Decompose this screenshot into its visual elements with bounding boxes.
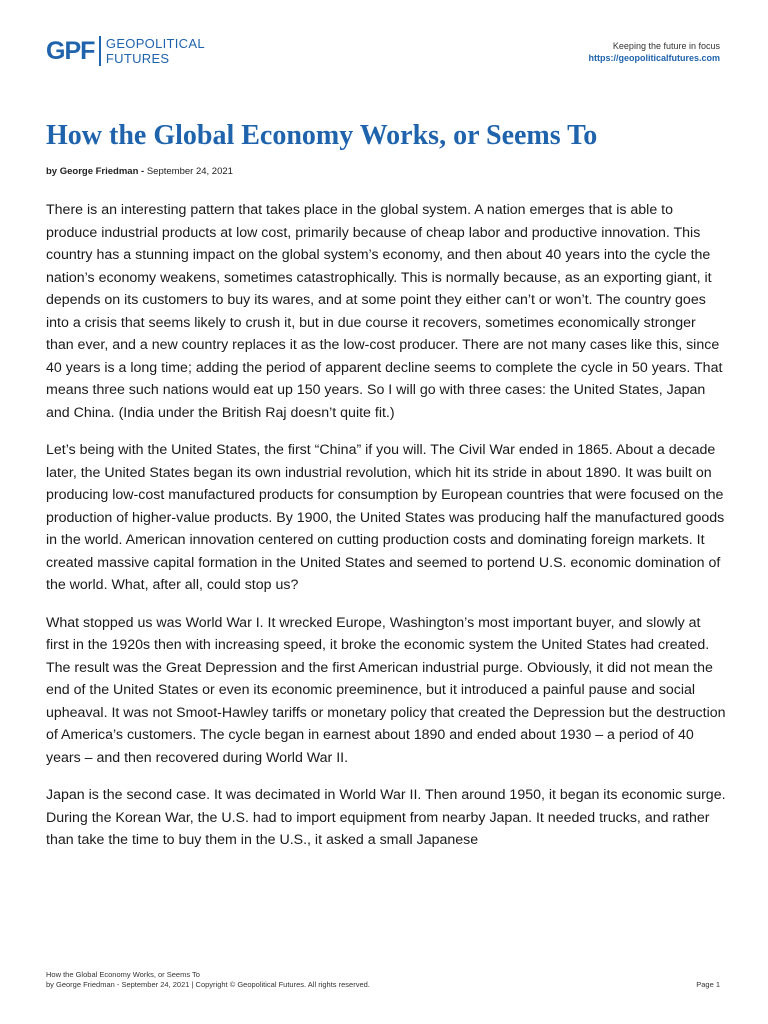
paragraph: There is an interesting pattern that takes place in the global system. A nation emerges that is able to produce industrial products at low cost, primarily because of cheap labor and productive innovation. This country has a stunning impact on the global system’s economy, and then about 40 years into the cycle the nation’s economy weakens, sometimes catastrophically. This is normally because, as an exporting giant, it depends on its customers to buy its wares, and at some point they either can’t or won’t. The country goes into a crisis that seems likely to crush it, but in due course it recovers, sometimes economically stronger than ever, and a new country replaces it as the low-cost producer. There are not many cases like this, since 40 years is a long time; adding the period of apparent decline seems to complete the cycle in 50 years. That means three such nations would eat up 150 years. So I will go with three cases: the United States, Japan and China. (India under the British Raj doesn’t quite fit.)	[46, 202, 723, 421]
logo-divider	[99, 36, 101, 66]
logo-line-2: FUTURES	[105, 51, 170, 66]
header-tagline	[588, 40, 720, 64]
page-number: Page 1	[696, 980, 720, 989]
byline	[46, 166, 233, 177]
byline-author: by George Friedman -	[46, 166, 145, 177]
paragraph: Let’s being with the United States, the first “China” if you will. The Civil War ended in 1865. About a decade later, the United States began its own industrial revolution, which hit its stride in about 1890. It was built on producing low-cost manufactured products for consumption by European countries that were focused on the production of higher-value products. By 1900, the United States was producing half the manufactured goods in the world. American innovation centered on cutting production costs and dominating foreign markets. It created massive capital formation in the United States and seemed to portend U.S. economic domination of the world. What, after all, could stop us?	[46, 442, 725, 593]
logo-line-1: GEOPOLITICAL	[105, 36, 205, 51]
article-title: How the Global Economy Works, or Seems To	[46, 120, 598, 151]
footer-title: How the Global Economy Works, or Seems To	[46, 970, 200, 979]
logo-mark: GPF	[46, 37, 95, 65]
tagline-motto: Keeping the future in focus	[612, 41, 720, 51]
page-footer	[46, 970, 720, 990]
paragraph: Japan is the second case. It was decimated in World War II. Then around 1950, it began its economic surge. During the Korean War, the U.S. had to import equipment from nearby Japan. It needed trucks, and rather than take the time to buy them in the U.S., it asked a small Japanese	[46, 787, 726, 848]
page-header	[46, 36, 720, 76]
byline-date: September 24, 2021	[146, 166, 233, 177]
footer-meta: by George Friedman - September 24, 2021 | Copyright © Geopolitical Futures. All rights reserved.	[46, 980, 370, 989]
article-body	[46, 199, 726, 867]
logo-wordmark	[106, 36, 205, 66]
paragraph: What stopped us was World War I. It wrecked Europe, Washington’s most important buyer, and slowly at first in the 1920s then with increasing speed, it broke the economic system the United States had created. The result was the Great Depression and the first American industrial purge. Obviously, it did not mean the end of the United States or even its economic preeminence, but it introduced a painful pause and social upheaval. It was not Smoot-Hawley tariffs or monetary policy that created the Depression but the destruction of America’s customers. The cycle began in earnest about 1890 and ended about 1930 – a period of 40 years – and then recovered during World War II.	[46, 614, 726, 766]
site-url-link[interactable]: https://geopoliticalfutures.com	[588, 53, 720, 63]
gpf-logo[interactable]	[46, 36, 205, 66]
